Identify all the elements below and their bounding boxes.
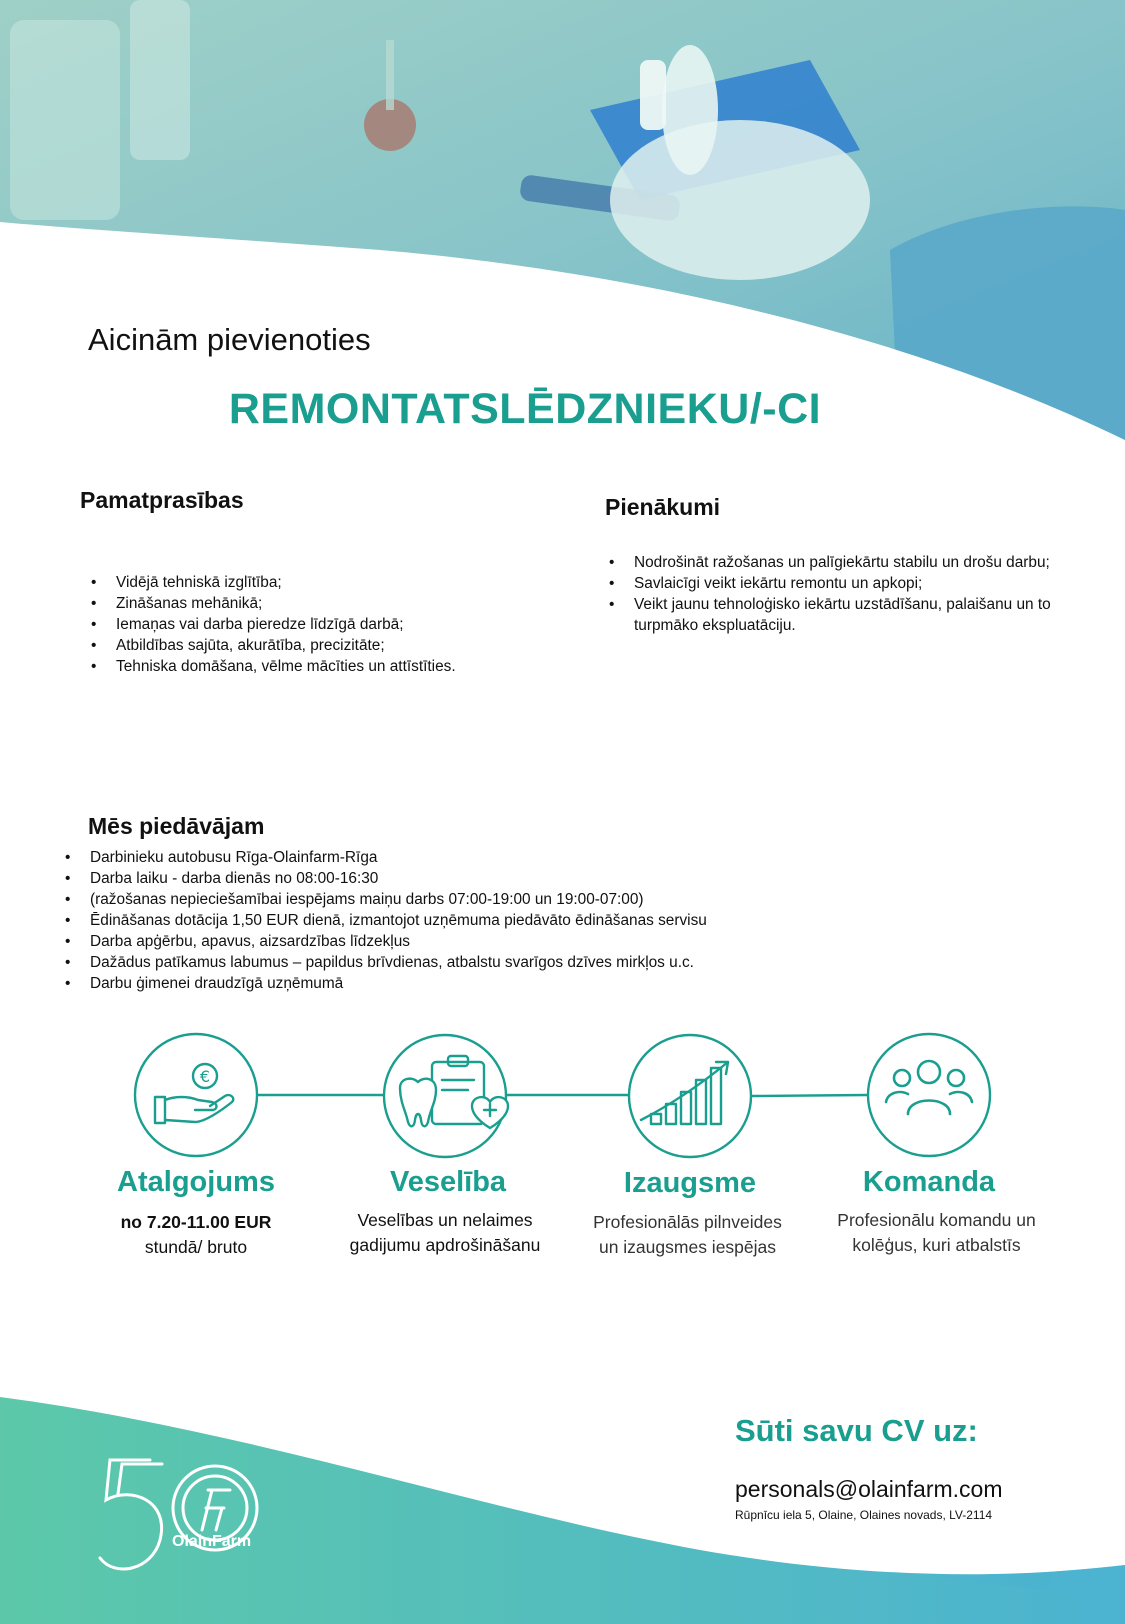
health-insurance-icon <box>400 1056 508 1128</box>
list-item: • Tehniska domāšana, vēlme mācīties un attīstīties. <box>88 656 568 677</box>
benefit-desc-growth <box>565 1210 810 1260</box>
cv-email-link[interactable]: personals@olainfarm.com <box>735 1476 1003 1502</box>
list-item: • Vidējā tehniskā izglītība; <box>88 572 568 593</box>
job-title: REMONTATSLĒDZNIEKU/-CI <box>228 385 822 433</box>
list-item: • Darba laiku - darba dienās no 08:00-16:30 <box>62 868 822 889</box>
benefit-title-growth: Izaugsme <box>623 1167 757 1199</box>
benefit-desc-line: kolēģus, kuri atbalstīs <box>852 1235 1021 1255</box>
duties-list <box>606 552 1096 636</box>
list-item: • Savlaicīgi veikt iekārtu remontu un apkopi; <box>606 573 1096 594</box>
list-item: • Darba apģērbu, apavus, aizsardzības līdzekļus <box>62 931 822 952</box>
salary-range: no 7.20-11.00 EUR <box>120 1212 272 1232</box>
duties-heading: Pienākumi <box>605 494 721 520</box>
benefit-title-team: Komanda <box>862 1166 996 1198</box>
olainfarm-50-logo <box>90 1450 265 1600</box>
benefit-desc-salary <box>76 1210 316 1260</box>
list-item: • Zināšanas mehānikā; <box>88 593 568 614</box>
list-item: • Darbinieku autobusu Rīga-Olainfarm-Rīga <box>62 847 822 868</box>
intro-text: Aicinām pievienoties <box>88 322 371 357</box>
list-item: • Atbildības sajūta, akurātība, precizitāte; <box>88 635 568 656</box>
company-address: Rūpnīcu iela 5, Olaine, Olaines novads, LV-2114 <box>735 1508 993 1522</box>
benefit-desc-line: Profesionālās pilnveides <box>593 1212 782 1232</box>
salary-unit: stundā/ bruto <box>144 1237 248 1257</box>
benefits-icons-row <box>0 1020 1125 1160</box>
connector-line <box>752 1095 867 1096</box>
list-item: • Nodrošināt ražošanas un palīgiekārtu stabilu un drošu darbu; <box>606 552 1096 573</box>
list-item: • Dažādus patīkamus labumus – papildus brīvdienas, atbalstu svarīgos dzīves mirkļos u.c. <box>62 952 822 973</box>
euro-hand-icon <box>155 1064 233 1123</box>
list-item: • (ražošanas nepieciešamībai iespējams maiņu darbs 07:00-19:00 un 19:00-07:00) <box>62 889 822 910</box>
benefit-circle <box>868 1034 990 1156</box>
requirements-list <box>88 572 568 677</box>
benefit-desc-line: un izaugsmes iespējas <box>598 1237 777 1257</box>
benefit-circle <box>135 1034 257 1156</box>
benefit-desc-line: Veselības un nelaimes <box>357 1210 533 1230</box>
offer-heading: Mēs piedāvājam <box>88 813 265 839</box>
list-item: • Darbu ģimenei draudzīgā uzņēmumā <box>62 973 822 994</box>
benefit-desc-health <box>320 1208 570 1258</box>
offer-list <box>62 847 822 994</box>
list-item: • Ēdināšanas dotācija 1,50 EUR dienā, izmantojot uzņēmuma piedāvāto ēdināšanas servisu <box>62 910 822 931</box>
growth-chart-icon <box>641 1062 728 1124</box>
requirements-heading: Pamatprasības <box>80 487 244 513</box>
olainfarm-logo-text: OlainFarm <box>172 1533 252 1550</box>
svg-text:€: € <box>199 1067 211 1086</box>
benefit-desc-team <box>809 1208 1064 1258</box>
list-item: • Veikt jaunu tehnoloģisko iekārtu uzstādīšanu, palaišanu un to turpmāko ekspluatāciju. <box>606 594 1096 636</box>
benefit-desc-line: gadijumu apdrošināšanu <box>349 1235 541 1255</box>
cv-heading: Sūti savu CV uz: <box>735 1413 978 1448</box>
benefit-title-health: Veselība <box>389 1166 507 1198</box>
team-icon <box>886 1061 972 1114</box>
benefit-title-salary: Atalgojums <box>117 1166 275 1198</box>
list-item: • Iemaņas vai darba pieredze līdzīgā darbā; <box>88 614 568 635</box>
benefit-desc-line: Profesionālu komandu un <box>837 1210 1036 1230</box>
